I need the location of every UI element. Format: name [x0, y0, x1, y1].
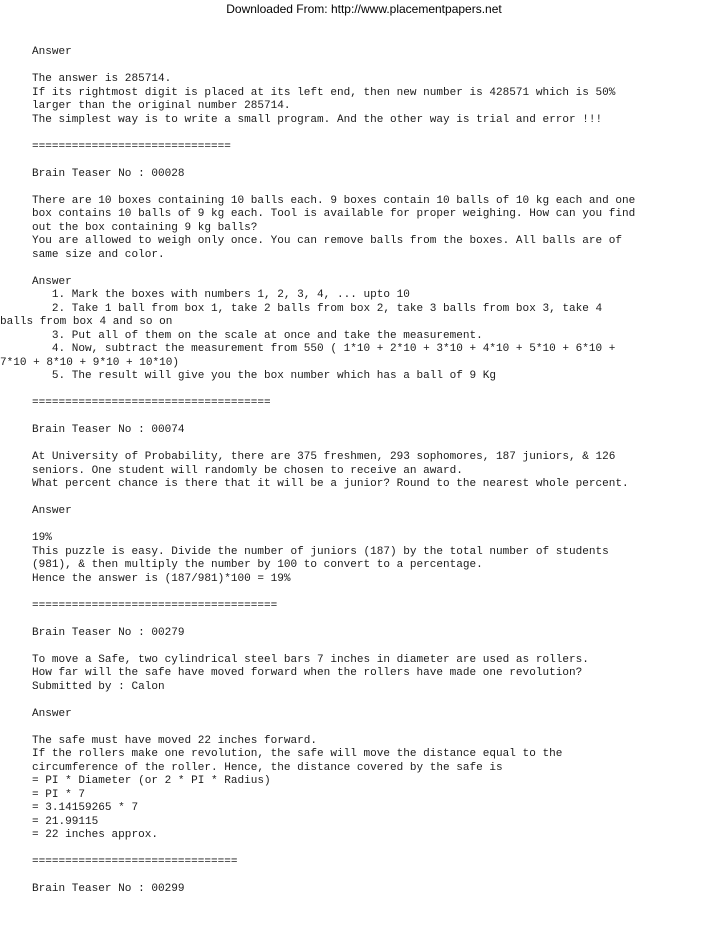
text-line: = PI * Diameter (or 2 * PI * Radius) [32, 775, 271, 787]
text-line: = 3.14159265 * 7 [32, 802, 139, 814]
blank-line [32, 613, 722, 627]
text-line: Answer [32, 275, 72, 288]
blank-line [32, 154, 722, 168]
text-line: Answer [32, 707, 72, 720]
text-line: You are allowed to weigh only once. You can remove balls from the boxes. All balls are of [32, 235, 622, 247]
text-line: At University of Probability, there are 375 freshmen, 293 sophomores, 187 juniors, & 126 [32, 451, 616, 463]
blank-line [32, 492, 722, 506]
text-line: 5. The result will give you the box number which has a ball of 9 Kg [32, 370, 497, 382]
text-line: Answer [32, 46, 72, 58]
blank-line [32, 384, 722, 398]
text-line: out the box containing 9 kg balls? [32, 221, 258, 234]
blank-line [32, 843, 722, 857]
text-line: seniors. One student will randomly be chosen to receive an award. [32, 464, 463, 477]
text-line: larger than the original number 285714. [32, 100, 291, 112]
text-line: The simplest way is to write a small program. And the other way is trial and error !!! [32, 113, 603, 126]
text-line: Brain Teaser No : 00279 [32, 626, 185, 639]
text-line: 7*10 + 8*10 + 9*10 + 10*10) [0, 356, 179, 369]
text-line: Brain Teaser No : 00299 [32, 883, 185, 895]
text-line: 19% [32, 532, 52, 544]
text-line: = 22 inches approx. [32, 829, 158, 841]
text-line: = 21.99115 [32, 815, 99, 828]
text-line: To move a Safe, two cylindrical steel bars 7 inches in diameter are used as rollers. [32, 653, 589, 666]
blank-line [32, 411, 722, 425]
text-line: ============================== [32, 140, 231, 153]
text-line: ==================================== [32, 397, 271, 409]
blank-line [32, 640, 722, 654]
text-line: This puzzle is easy. Divide the number of juniors (187) by the total number of students [32, 545, 609, 558]
blank-line [32, 60, 722, 74]
text-line: 1. Mark the boxes with numbers 1, 2, 3, 4, ... upto 10 [32, 289, 410, 301]
text-line: If its rightmost digit is placed at its left end, then new number is 428571 which is 50% [32, 86, 616, 99]
text-line: (981), & then multiply the number by 100 to convert to a percentage. [32, 559, 483, 571]
blank-line [32, 694, 722, 708]
text-line: There are 10 boxes containing 10 balls each. 9 boxes contain 10 balls of 10 kg each and one [32, 194, 636, 207]
blank-line [32, 181, 722, 195]
blank-line [32, 262, 722, 276]
blank-line [32, 519, 722, 533]
blank-line [32, 438, 722, 452]
text-line: = PI * 7 [32, 788, 86, 801]
text-line: If the rollers make one revolution, the safe will move the distance equal to the [32, 748, 563, 760]
text-line: ===================================== [32, 599, 278, 612]
text-line: Hence the answer is (187/981)*100 = 19% [32, 572, 291, 585]
text-line: How far will the safe have moved forward when the rollers have made one revolution? [32, 667, 583, 679]
text-line: 4. Now, subtract the measurement from 550 ( 1*10 + 2*10 + 3*10 + 4*10 + 5*10 + 6*10 + [32, 343, 616, 355]
text-line: 2. Take 1 ball from box 1, take 2 balls from box 2, take 3 balls from box 3, take 4 [32, 302, 603, 315]
text-line: Answer [32, 505, 72, 517]
text-line: The safe must have moved 22 inches forward. [32, 734, 318, 747]
download-source-header: Downloaded From: http://www.placementpapers.net [226, 2, 502, 16]
text-line: 3. Put all of them on the scale at once and take the measurement. [32, 329, 483, 342]
text-line: =============================== [32, 856, 238, 868]
document-body [0, 46, 722, 897]
text-line: circumference of the roller. Hence, the distance covered by the safe is [32, 761, 503, 774]
text-line: The answer is 285714. [32, 73, 172, 85]
text-line: same size and color. [32, 248, 165, 261]
text-line: Brain Teaser No : 00028 [32, 167, 185, 180]
blank-line [32, 127, 722, 141]
blank-line [32, 870, 722, 884]
text-line: box contains 10 balls of 9 kg each. Tool is available for proper weighing. How can you find [32, 208, 636, 220]
text-line: balls from box 4 and so on [0, 316, 173, 328]
text-line: What percent chance is there that it will be a junior? Round to the nearest whole percent. [32, 478, 629, 490]
text-line: Submitted by : Calon [32, 680, 165, 693]
blank-line [32, 586, 722, 600]
text-line: Brain Teaser No : 00074 [32, 424, 185, 436]
blank-line [32, 721, 722, 735]
